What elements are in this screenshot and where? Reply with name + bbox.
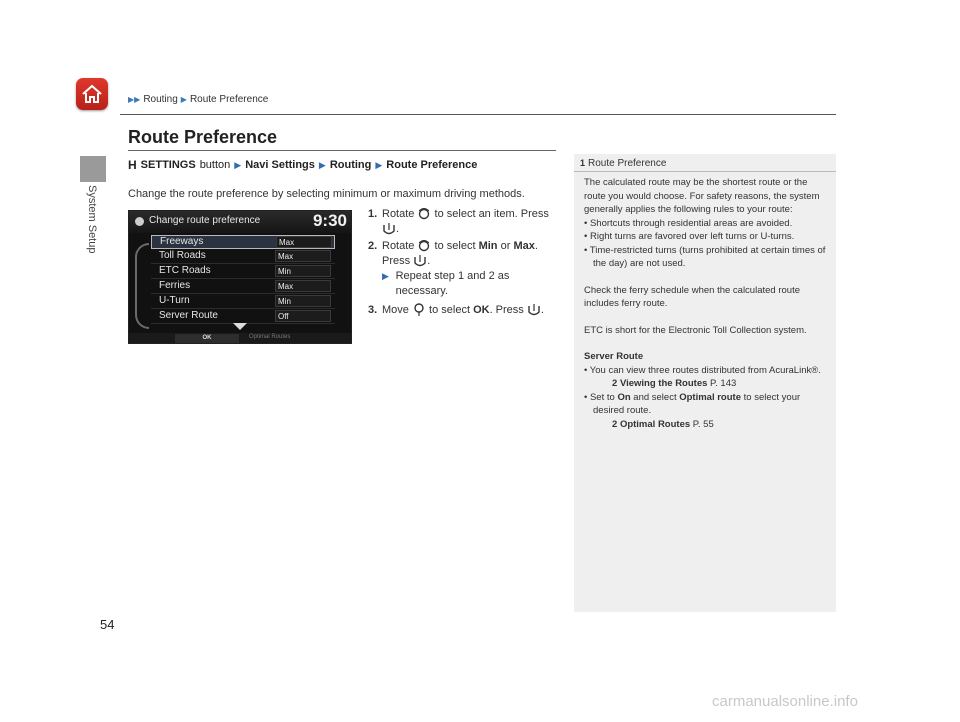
scroll-down-icon[interactable]: [233, 323, 247, 330]
row-value-box: [275, 310, 331, 322]
arrow-icon: ▶: [382, 271, 389, 281]
home-key-icon: H: [128, 158, 137, 172]
row-name: ETC Roads: [159, 265, 211, 276]
note-icon: 1: [580, 158, 586, 168]
home-button[interactable]: [76, 78, 108, 110]
note-paragraph: ETC is short for the Electronic Toll Collection system.: [584, 324, 807, 336]
path-item-navi-settings: Navi Settings: [245, 159, 315, 171]
row-value-box: [275, 265, 331, 277]
row-value-box: [276, 236, 332, 248]
path-item-route-preference: Route Preference: [386, 159, 478, 171]
screen-back-icon: [135, 217, 144, 226]
page-title: Route Preference: [128, 127, 278, 147]
reference-page: P. 55: [692, 418, 714, 430]
section-label: System Setup: [86, 185, 98, 254]
instruction-steps: [368, 207, 560, 318]
step-text: Press: [382, 255, 411, 267]
screen-optimal-routes-button[interactable]: Optimal Routes: [249, 334, 291, 340]
row-value: Min: [278, 297, 291, 306]
screen-row-etc-roads[interactable]: [151, 265, 335, 279]
screen-row-toll-roads[interactable]: [151, 250, 335, 264]
breadcrumb: [128, 94, 268, 105]
step-number: 3.: [368, 304, 378, 316]
step-text: to select an item. Press: [434, 208, 549, 220]
row-value-box: [275, 280, 331, 292]
screen-row-server-route[interactable]: [151, 310, 335, 324]
breadcrumb-arrow-icon: ▶▶: [128, 95, 141, 104]
path-arrow-icon: ▶: [318, 159, 326, 170]
title-divider: [128, 150, 556, 151]
step-text: Rotate: [382, 240, 415, 252]
screen-row-freeways[interactable]: [151, 235, 335, 249]
step-text: Move: [382, 304, 409, 316]
row-value: Max: [278, 282, 294, 291]
path-arrow-icon: ▶: [234, 159, 242, 170]
note-title: Route Preference: [588, 158, 667, 169]
screen-knob-indicator: [135, 243, 149, 329]
step-number: 2.: [368, 240, 378, 252]
note-header: [574, 154, 836, 172]
step-text: or: [500, 240, 511, 252]
breadcrumb-item-route-preference[interactable]: Route Preference: [189, 94, 269, 105]
path-arrow-icon: ▶: [375, 159, 383, 170]
press-knob-icon: [413, 254, 427, 268]
note-bullet: • Shortcuts through residential areas are avoided.: [584, 217, 793, 229]
screen-row-u-turn[interactable]: [151, 295, 335, 309]
step-subtext: Repeat step 1 and 2 as necessary.: [395, 270, 510, 297]
min-option-label: Min: [478, 240, 498, 252]
reference-label: Optimal Routes: [619, 418, 691, 430]
note-paragraph: Check the ferry schedule when the calculated route includes ferry route.: [584, 284, 800, 309]
page-number: 54: [100, 617, 115, 632]
reference-icon: 2: [612, 378, 618, 389]
breadcrumb-item-routing[interactable]: Routing: [143, 94, 178, 105]
rotate-knob-icon: [417, 207, 431, 221]
screen-ok-button[interactable]: OK: [175, 334, 239, 343]
press-knob-icon: [527, 303, 541, 317]
step-number: 1.: [368, 208, 378, 220]
note-paragraph: The calculated route may be the shortest route or the route you would choose. For safety reasons, the system generally applies the following rules to your route:: [584, 177, 820, 215]
side-note-panel: [574, 154, 836, 612]
row-value: Max: [278, 252, 294, 261]
reference-page: P. 143: [710, 378, 737, 389]
rotate-knob-icon: [417, 239, 431, 253]
step-text: to select: [429, 304, 470, 316]
note-bullet: • Time-restricted turns (turns prohibited at certain times of the day) are not used.: [584, 244, 826, 269]
menu-path: [128, 158, 477, 172]
step-2-subnote: [382, 269, 560, 299]
row-value: Off: [278, 312, 289, 321]
row-name: Ferries: [159, 280, 191, 291]
note-subheading: Server Route: [584, 351, 644, 362]
step-1: 1. Rotate to select an item. Press .: [368, 208, 549, 235]
intro-text: Change the route preference by selecting minimum or maximum driving methods.: [128, 188, 525, 200]
path-item-routing: Routing: [329, 159, 372, 171]
home-icon: [81, 83, 103, 105]
max-option-label: Max: [513, 240, 535, 252]
screen-clock: 9:30: [312, 211, 347, 230]
note-reference-link[interactable]: [584, 377, 830, 391]
row-value: Min: [278, 267, 291, 276]
step-text: to select: [434, 240, 476, 252]
note-body: [584, 176, 830, 431]
header-divider: [120, 114, 836, 115]
nav-screen-illustration: [128, 210, 352, 344]
button-word: button: [199, 159, 231, 171]
row-name: Freeways: [160, 236, 204, 247]
row-name: Server Route: [159, 310, 218, 321]
reference-label: Viewing the Routes: [619, 378, 708, 389]
section-tab: [80, 156, 106, 182]
screen-row-ferries[interactable]: [151, 280, 335, 294]
note-bullet: • Right turns are favored over left turns or U-turns.: [584, 231, 795, 242]
note-bullet: • Set to On and select Optimal route to select your desired route.: [584, 391, 801, 416]
note-bullet: • You can view three routes distributed from AcuraLink®.: [584, 364, 821, 376]
row-value: Max: [279, 238, 295, 247]
row-value-box: [275, 250, 331, 262]
press-knob-icon: [382, 222, 396, 236]
watermark: carmanualsonline.info: [712, 693, 858, 710]
row-name: U-Turn: [159, 295, 190, 306]
step-3: 3. Move to select OK. Press .: [368, 304, 544, 316]
screen-title: Change route preference: [149, 215, 261, 226]
step-text: . Press: [489, 304, 524, 316]
breadcrumb-arrow-icon: ▶: [180, 95, 187, 104]
screen-bottom-bar: [129, 333, 352, 344]
step-2: 2. Rotate to select Min or Max. Press .: [368, 240, 538, 267]
row-name: Toll Roads: [159, 250, 206, 261]
ok-label: OK: [473, 304, 490, 316]
row-value-box: [275, 295, 331, 307]
note-reference-link[interactable]: [584, 418, 830, 432]
reference-icon: 2: [612, 418, 618, 430]
step-text: Rotate: [382, 208, 415, 220]
move-knob-icon: [412, 303, 426, 317]
settings-label: SETTINGS: [140, 159, 196, 171]
